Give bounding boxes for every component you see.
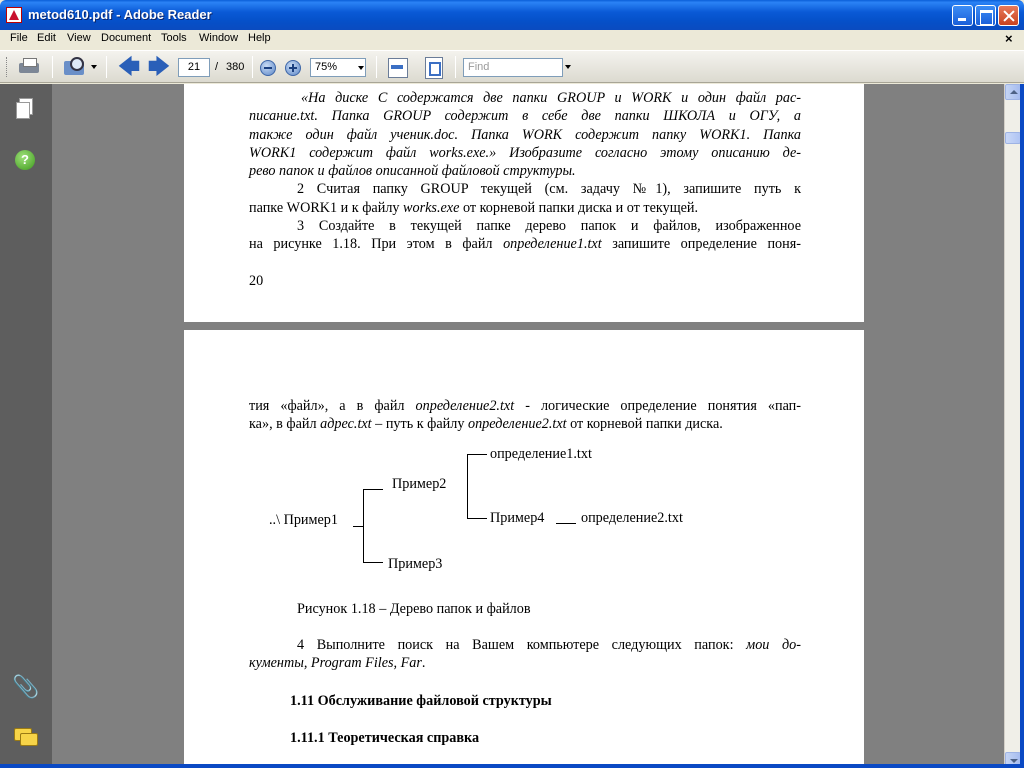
toolbar-separator [376, 56, 377, 78]
text-line: WORK1 содержит файл works.exe.» Изобразите согласно этому описанию де- [249, 144, 801, 161]
toolbar-separator [252, 56, 253, 78]
help-icon-glyph: ? [15, 150, 35, 170]
comments-icon[interactable] [12, 724, 38, 750]
print-icon[interactable] [16, 55, 42, 79]
pdf-page [184, 84, 864, 322]
section-heading: 1.11 Обслуживание файловой структуры [290, 693, 552, 709]
tree-file-definition1: определение1.txt [490, 446, 592, 462]
text-line: «На диске C содержатся две папки GROUP и WORK и один файл рас- [301, 90, 801, 106]
zoom-in-icon[interactable] [285, 60, 301, 76]
window-border [1020, 84, 1024, 768]
subsection-heading: 1.11.1 Теоретическая справка [290, 730, 480, 746]
document-view[interactable] [52, 84, 1004, 768]
minimize-button[interactable] [952, 5, 973, 26]
pdf-page [184, 330, 864, 768]
find-input[interactable]: Find [463, 58, 563, 77]
tree-connector [467, 454, 468, 518]
tree-file-definition2: определение2.txt [581, 510, 683, 526]
pdf-app-icon [6, 7, 22, 23]
text-line: также один файл ученик.doc. Папка WORK содержит папку WORK1. Папка [249, 126, 801, 143]
toolbar-separator [52, 56, 53, 78]
next-page-icon[interactable]: 🡆 [147, 54, 171, 79]
title-bar[interactable] [0, 0, 1024, 30]
page-text [249, 89, 801, 254]
scroll-thumb[interactable] [1005, 132, 1021, 144]
attachment-icon[interactable]: 📎 [12, 674, 40, 699]
tree-connector [556, 523, 576, 524]
page-total: 380 [226, 61, 245, 73]
zoom-value: 75% [315, 61, 338, 73]
menu-bar [0, 30, 1024, 49]
find-dropdown-arrow-icon[interactable] [565, 65, 571, 69]
tree-connector [467, 454, 487, 455]
tree-connector [363, 489, 364, 562]
tree-node-root: ..\ Пример1 [269, 512, 338, 528]
menu-file[interactable]: File [10, 32, 28, 44]
toolbar [0, 50, 1024, 83]
tree-node-example2: Пример2 [392, 476, 447, 492]
window-title: metod610.pdf - Adobe Reader [28, 7, 212, 22]
tree-connector [467, 518, 487, 519]
text-line: папке WORK1 и к файлу works.exe от корневой папки диска и от текущей. [249, 199, 699, 216]
toolbar-separator [106, 56, 107, 78]
zoom-dropdown-arrow-icon[interactable] [358, 66, 364, 70]
fit-width-icon[interactable] [384, 55, 410, 79]
fit-page-icon[interactable] [420, 55, 446, 79]
menu-tools[interactable]: Tools [161, 32, 187, 44]
text-line: кументы, Program Files, Far. [249, 655, 426, 672]
text-line: ка», в файл адрес.txt – путь к файлу определение2.txt от корневой папки диска. [249, 416, 723, 433]
search-document-icon[interactable] [62, 55, 88, 79]
tree-node-example4: Пример4 [490, 510, 545, 526]
close-button[interactable] [998, 5, 1019, 26]
close-document-icon[interactable]: × [1005, 31, 1013, 46]
scroll-up-button[interactable] [1005, 84, 1021, 100]
maximize-button[interactable] [975, 5, 996, 26]
window-border [0, 764, 1024, 768]
help-icon[interactable] [12, 148, 38, 174]
tree-connector [363, 489, 383, 490]
search-dropdown-arrow-icon[interactable] [91, 65, 97, 69]
menu-document[interactable]: Document [101, 32, 152, 44]
menu-window[interactable]: Window [199, 32, 239, 44]
pages-icon[interactable] [12, 96, 38, 122]
page-text [249, 397, 801, 434]
navigation-pane [0, 84, 52, 768]
previous-page-icon[interactable]: 🡄 [117, 54, 141, 79]
text-line: 2 Считая папку GROUP текущей (см. задачу №1), запишите путь к [297, 181, 801, 198]
text-line: 4 Выполните поиск на Вашем компьютере следующих папок: мои до- [297, 637, 801, 653]
text-line: на рисунке 1.18. При этом в файл определение1.txt запишите определение поня- [249, 236, 801, 253]
toolbar-separator [455, 56, 456, 78]
menu-view[interactable]: View [67, 32, 91, 44]
text-line: 3 Создайте в текущей папке дерево папок и файлов, изображенное [297, 218, 801, 235]
menu-edit[interactable]: Edit [37, 32, 56, 44]
zoom-out-icon[interactable] [260, 60, 276, 76]
text-line: рево папок и файлов описанной файловой структуры. [249, 163, 576, 180]
text-line: тия «файл», а в файл определение2.txt - логические определение понятия «пап- [249, 398, 801, 414]
tree-connector [353, 526, 363, 527]
tree-connector [363, 562, 383, 563]
tree-node-example3: Пример3 [388, 556, 443, 572]
text-line: писание.txt. Папка GROUP содержит в себе две папки ШКОЛА и ОГУ, а [249, 108, 801, 125]
menu-help[interactable]: Help [248, 32, 271, 44]
page-number-input[interactable]: 21 [178, 58, 210, 77]
page-text [249, 636, 801, 673]
page-separator: / [215, 61, 219, 73]
zoom-select[interactable] [310, 58, 366, 77]
figure-caption: Рисунок 1.18 – Дерево папок и файлов [297, 601, 531, 617]
page-number: 20 [249, 273, 264, 289]
vertical-scrollbar[interactable] [1004, 84, 1020, 768]
toolbar-grip[interactable] [6, 57, 9, 77]
